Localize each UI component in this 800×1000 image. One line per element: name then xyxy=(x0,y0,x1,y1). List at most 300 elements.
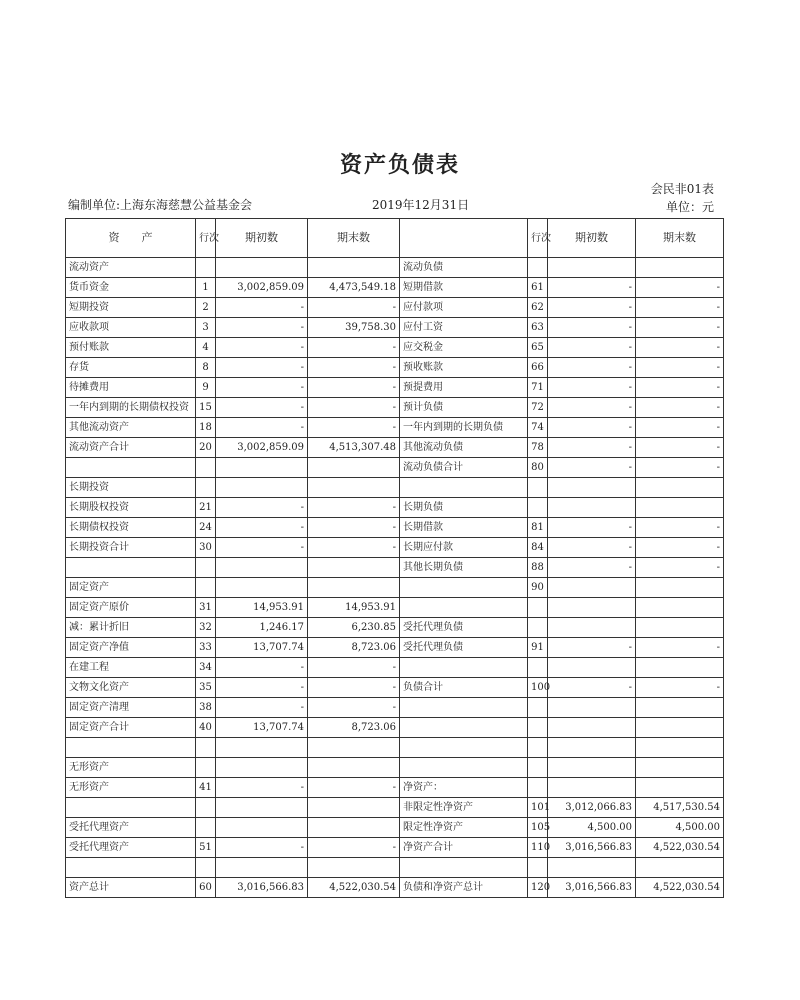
table-row xyxy=(66,338,724,358)
liab-name: 限定性净资产 xyxy=(400,818,528,838)
table-row xyxy=(66,418,724,438)
table-row xyxy=(66,598,724,618)
liab-begin xyxy=(548,258,636,278)
asset-row-no: 32 xyxy=(196,618,216,638)
liab-row-no: 80 xyxy=(528,458,548,478)
table-row xyxy=(66,718,724,738)
asset-name: 固定资产净值 xyxy=(66,638,196,658)
liab-end: - xyxy=(636,398,724,418)
asset-end: 8,723.06 xyxy=(308,718,400,738)
liab-end xyxy=(636,758,724,778)
table-row xyxy=(66,698,724,718)
liab-row-no: 120 xyxy=(528,878,548,898)
asset-end: - xyxy=(308,418,400,438)
liab-end: 4,500.00 xyxy=(636,818,724,838)
asset-end: 39,758.30 xyxy=(308,318,400,338)
asset-name: 文物文化资产 xyxy=(66,678,196,698)
table-row xyxy=(66,438,724,458)
org-label: 编制单位:上海东海慈慧公益基金会 xyxy=(68,198,253,212)
liab-row-no: 84 xyxy=(528,538,548,558)
asset-row-no: 35 xyxy=(196,678,216,698)
asset-row-no: 18 xyxy=(196,418,216,438)
asset-name: 预付账款 xyxy=(66,338,196,358)
liab-begin: - xyxy=(548,318,636,338)
liab-name: 流动负债合计 xyxy=(400,458,528,478)
asset-name: 固定资产清理 xyxy=(66,698,196,718)
asset-end xyxy=(308,738,400,758)
asset-name: 资产总计 xyxy=(66,878,196,898)
table-row xyxy=(66,458,724,478)
liab-name: 受托代理负债 xyxy=(400,638,528,658)
asset-end: - xyxy=(308,658,400,678)
liab-name xyxy=(400,718,528,738)
liab-name: 短期借款 xyxy=(400,278,528,298)
asset-begin: - xyxy=(216,298,308,318)
asset-end: 4,522,030.54 xyxy=(308,878,400,898)
liab-row-no xyxy=(528,858,548,878)
liab-row-no: 74 xyxy=(528,418,548,438)
liab-begin: - xyxy=(548,538,636,558)
liab-row-no: 91 xyxy=(528,638,548,658)
liab-end: - xyxy=(636,558,724,578)
asset-name: 长期债权投资 xyxy=(66,518,196,538)
liab-end xyxy=(636,858,724,878)
asset-end: 8,723.06 xyxy=(308,638,400,658)
report-date: 2019年12月31日 xyxy=(372,198,470,212)
liab-name: 净资产： xyxy=(400,778,528,798)
liab-end xyxy=(636,478,724,498)
liab-end: - xyxy=(636,518,724,538)
asset-begin: - xyxy=(216,698,308,718)
liab-begin xyxy=(548,738,636,758)
liab-begin: - xyxy=(548,558,636,578)
asset-begin: 3,002,859.09 xyxy=(216,438,308,458)
liab-row-no: 71 xyxy=(528,378,548,398)
asset-begin xyxy=(216,798,308,818)
asset-end: - xyxy=(308,378,400,398)
asset-row-no: 2 xyxy=(196,298,216,318)
liab-end: - xyxy=(636,278,724,298)
table-header-row xyxy=(66,219,724,258)
asset-end: - xyxy=(308,398,400,418)
liab-end xyxy=(636,778,724,798)
asset-begin: - xyxy=(216,838,308,858)
liab-row-no: 100 xyxy=(528,678,548,698)
liab-name xyxy=(400,758,528,778)
liab-begin xyxy=(548,598,636,618)
asset-begin: - xyxy=(216,678,308,698)
table-row xyxy=(66,578,724,598)
table-row xyxy=(66,778,724,798)
liab-end xyxy=(636,698,724,718)
asset-row-no xyxy=(196,478,216,498)
table-row xyxy=(66,618,724,638)
asset-name: 流动资产合计 xyxy=(66,438,196,458)
table-row xyxy=(66,518,724,538)
liab-row-no: 81 xyxy=(528,518,548,538)
asset-name: 固定资产原价 xyxy=(66,598,196,618)
asset-end: 4,513,307.48 xyxy=(308,438,400,458)
asset-name: 固定资产 xyxy=(66,578,196,598)
asset-begin xyxy=(216,738,308,758)
liab-begin: - xyxy=(548,358,636,378)
table-row xyxy=(66,378,724,398)
liab-name: 长期借款 xyxy=(400,518,528,538)
asset-end: - xyxy=(308,698,400,718)
header-liab xyxy=(400,219,528,258)
asset-row-no xyxy=(196,858,216,878)
liab-end xyxy=(636,578,724,598)
liab-end xyxy=(636,718,724,738)
liab-begin: - xyxy=(548,278,636,298)
liab-name: 预提费用 xyxy=(400,378,528,398)
table-row xyxy=(66,478,724,498)
liab-begin xyxy=(548,498,636,518)
asset-begin xyxy=(216,858,308,878)
asset-name: 长期投资合计 xyxy=(66,538,196,558)
asset-row-no: 9 xyxy=(196,378,216,398)
liab-end: - xyxy=(636,458,724,478)
liab-end xyxy=(636,658,724,678)
asset-row-no: 8 xyxy=(196,358,216,378)
liab-name xyxy=(400,738,528,758)
liab-begin xyxy=(548,858,636,878)
liab-begin: - xyxy=(548,438,636,458)
header-asset: 资 产 xyxy=(66,219,196,258)
liab-begin: - xyxy=(548,418,636,438)
asset-end xyxy=(308,818,400,838)
asset-end: - xyxy=(308,838,400,858)
liab-begin: - xyxy=(548,678,636,698)
liab-end: - xyxy=(636,438,724,458)
table-row xyxy=(66,878,724,898)
liab-begin xyxy=(548,478,636,498)
asset-name xyxy=(66,458,196,478)
asset-end: - xyxy=(308,778,400,798)
liab-name: 应付款项 xyxy=(400,298,528,318)
asset-begin: - xyxy=(216,318,308,338)
asset-name: 待摊费用 xyxy=(66,378,196,398)
asset-name: 受托代理资产 xyxy=(66,818,196,838)
liab-row-no: 101 xyxy=(528,798,548,818)
liab-end: - xyxy=(636,338,724,358)
liab-name xyxy=(400,578,528,598)
asset-row-no: 34 xyxy=(196,658,216,678)
asset-begin: - xyxy=(216,398,308,418)
asset-end: - xyxy=(308,538,400,558)
asset-end xyxy=(308,578,400,598)
asset-row-no: 41 xyxy=(196,778,216,798)
asset-begin: 13,707.74 xyxy=(216,718,308,738)
liab-begin xyxy=(548,658,636,678)
asset-begin: - xyxy=(216,498,308,518)
liab-begin xyxy=(548,578,636,598)
liab-row-no: 105 xyxy=(528,818,548,838)
table-row xyxy=(66,658,724,678)
table-row xyxy=(66,798,724,818)
liab-name: 其他长期负债 xyxy=(400,558,528,578)
table-row xyxy=(66,278,724,298)
liab-end: - xyxy=(636,378,724,398)
liab-end: - xyxy=(636,638,724,658)
liab-row-no: 88 xyxy=(528,558,548,578)
liab-end: 4,522,030.54 xyxy=(636,878,724,898)
liab-end xyxy=(636,498,724,518)
table-row xyxy=(66,358,724,378)
unit-label: 单位：元 xyxy=(665,200,714,214)
header-end-2: 期末数 xyxy=(636,219,724,258)
asset-name: 固定资产合计 xyxy=(66,718,196,738)
table-row xyxy=(66,818,724,838)
asset-name: 无形资产 xyxy=(66,758,196,778)
liab-name: 其他流动负债 xyxy=(400,438,528,458)
asset-name: 长期投资 xyxy=(66,478,196,498)
asset-row-no: 30 xyxy=(196,538,216,558)
asset-begin: - xyxy=(216,778,308,798)
asset-begin xyxy=(216,478,308,498)
liab-begin: - xyxy=(548,638,636,658)
liab-name xyxy=(400,698,528,718)
asset-end xyxy=(308,858,400,878)
asset-name: 存货 xyxy=(66,358,196,378)
table-row xyxy=(66,258,724,278)
liab-row-no xyxy=(528,698,548,718)
asset-row-no: 33 xyxy=(196,638,216,658)
asset-end xyxy=(308,458,400,478)
table-row xyxy=(66,638,724,658)
asset-begin xyxy=(216,818,308,838)
header-end: 期末数 xyxy=(308,219,400,258)
asset-name: 一年内到期的长期债权投资 xyxy=(66,398,196,418)
asset-name: 其他流动资产 xyxy=(66,418,196,438)
asset-row-no: 4 xyxy=(196,338,216,358)
liab-row-no xyxy=(528,718,548,738)
asset-end: - xyxy=(308,678,400,698)
asset-name: 短期投资 xyxy=(66,298,196,318)
header-row-no: 行次 xyxy=(196,219,216,258)
table-row xyxy=(66,738,724,758)
asset-row-no xyxy=(196,818,216,838)
liab-name: 长期负债 xyxy=(400,498,528,518)
asset-name: 货币资金 xyxy=(66,278,196,298)
asset-end: - xyxy=(308,358,400,378)
asset-begin: - xyxy=(216,518,308,538)
liab-end xyxy=(636,258,724,278)
asset-row-no: 51 xyxy=(196,838,216,858)
asset-end xyxy=(308,258,400,278)
asset-begin: 1,246.17 xyxy=(216,618,308,638)
liab-row-no: 72 xyxy=(528,398,548,418)
asset-end: - xyxy=(308,498,400,518)
liab-end xyxy=(636,618,724,638)
asset-end: 4,473,549.18 xyxy=(308,278,400,298)
asset-begin xyxy=(216,558,308,578)
asset-row-no: 24 xyxy=(196,518,216,538)
liab-row-no xyxy=(528,658,548,678)
balance-sheet-table xyxy=(65,218,724,898)
asset-name: 减：累计折旧 xyxy=(66,618,196,638)
liab-name: 受托代理负债 xyxy=(400,618,528,638)
asset-name: 流动资产 xyxy=(66,258,196,278)
liab-name: 一年内到期的长期负债 xyxy=(400,418,528,438)
asset-begin: 3,002,859.09 xyxy=(216,278,308,298)
asset-begin: - xyxy=(216,538,308,558)
asset-name: 应收款项 xyxy=(66,318,196,338)
liab-name: 净资产合计 xyxy=(400,838,528,858)
liab-row-no: 66 xyxy=(528,358,548,378)
asset-begin: - xyxy=(216,418,308,438)
liab-row-no xyxy=(528,478,548,498)
asset-begin: 13,707.74 xyxy=(216,638,308,658)
liab-name xyxy=(400,658,528,678)
table-row xyxy=(66,298,724,318)
liab-end: - xyxy=(636,418,724,438)
asset-end xyxy=(308,558,400,578)
liab-begin: - xyxy=(548,298,636,318)
table-row xyxy=(66,538,724,558)
liab-row-no xyxy=(528,258,548,278)
asset-row-no xyxy=(196,758,216,778)
liab-row-no: 90 xyxy=(528,578,548,598)
asset-begin: 3,016,566.83 xyxy=(216,878,308,898)
asset-name xyxy=(66,738,196,758)
liab-end: 4,517,530.54 xyxy=(636,798,724,818)
asset-row-no xyxy=(196,558,216,578)
liab-end: - xyxy=(636,298,724,318)
liab-end: 4,522,030.54 xyxy=(636,838,724,858)
liab-begin: - xyxy=(548,458,636,478)
liab-name: 负债合计 xyxy=(400,678,528,698)
table-row xyxy=(66,858,724,878)
asset-begin: - xyxy=(216,358,308,378)
liab-end: - xyxy=(636,318,724,338)
asset-name xyxy=(66,558,196,578)
asset-name: 在建工程 xyxy=(66,658,196,678)
liab-row-no: 65 xyxy=(528,338,548,358)
asset-begin: - xyxy=(216,658,308,678)
table-row xyxy=(66,558,724,578)
liab-name: 预收账款 xyxy=(400,358,528,378)
table-row xyxy=(66,498,724,518)
asset-name: 长期股权投资 xyxy=(66,498,196,518)
liab-begin: 3,016,566.83 xyxy=(548,838,636,858)
liab-name: 预计负债 xyxy=(400,398,528,418)
asset-begin xyxy=(216,578,308,598)
liab-name: 应付工资 xyxy=(400,318,528,338)
header-begin: 期初数 xyxy=(216,219,308,258)
liab-name: 流动负债 xyxy=(400,258,528,278)
liab-name: 应交税金 xyxy=(400,338,528,358)
asset-begin xyxy=(216,758,308,778)
asset-row-no: 31 xyxy=(196,598,216,618)
liab-begin: - xyxy=(548,518,636,538)
form-code: 会民非01表 xyxy=(650,182,714,196)
asset-end: 6,230.85 xyxy=(308,618,400,638)
liab-row-no xyxy=(528,758,548,778)
liab-name xyxy=(400,858,528,878)
liab-row-no xyxy=(528,778,548,798)
asset-name xyxy=(66,798,196,818)
asset-end: - xyxy=(308,298,400,318)
liab-row-no xyxy=(528,738,548,758)
asset-row-no: 20 xyxy=(196,438,216,458)
table-row xyxy=(66,838,724,858)
liab-begin xyxy=(548,698,636,718)
asset-row-no xyxy=(196,798,216,818)
liab-begin xyxy=(548,778,636,798)
liab-row-no: 63 xyxy=(528,318,548,338)
asset-row-no: 38 xyxy=(196,698,216,718)
asset-begin xyxy=(216,258,308,278)
liab-row-no xyxy=(528,498,548,518)
asset-row-no xyxy=(196,458,216,478)
liab-begin xyxy=(548,618,636,638)
asset-row-no: 21 xyxy=(196,498,216,518)
liab-row-no xyxy=(528,598,548,618)
liab-name: 非限定性净资产 xyxy=(400,798,528,818)
asset-begin xyxy=(216,458,308,478)
asset-end: - xyxy=(308,338,400,358)
liab-begin: - xyxy=(548,398,636,418)
liab-row-no: 78 xyxy=(528,438,548,458)
header-begin-2: 期初数 xyxy=(548,219,636,258)
asset-begin: - xyxy=(216,338,308,358)
asset-row-no: 3 xyxy=(196,318,216,338)
table-row xyxy=(66,398,724,418)
asset-end: 14,953.91 xyxy=(308,598,400,618)
liab-name xyxy=(400,598,528,618)
asset-end xyxy=(308,798,400,818)
asset-row-no xyxy=(196,258,216,278)
page-title: 资产负债表 xyxy=(339,152,460,178)
asset-name xyxy=(66,858,196,878)
asset-end: - xyxy=(308,518,400,538)
liab-begin: 3,016,566.83 xyxy=(548,878,636,898)
liab-name xyxy=(400,478,528,498)
asset-row-no xyxy=(196,578,216,598)
liab-row-no: 61 xyxy=(528,278,548,298)
liab-end: - xyxy=(636,538,724,558)
liab-begin xyxy=(548,758,636,778)
liab-begin: - xyxy=(548,378,636,398)
liab-begin: 4,500.00 xyxy=(548,818,636,838)
asset-row-no xyxy=(196,738,216,758)
liab-end: - xyxy=(636,678,724,698)
asset-row-no: 60 xyxy=(196,878,216,898)
liab-end xyxy=(636,738,724,758)
header-row-no-2: 行次 xyxy=(528,219,548,258)
asset-row-no: 15 xyxy=(196,398,216,418)
liab-row-no xyxy=(528,618,548,638)
liab-row-no: 110 xyxy=(528,838,548,858)
liab-begin: 3,012,066.83 xyxy=(548,798,636,818)
table-row xyxy=(66,678,724,698)
liab-begin xyxy=(548,718,636,738)
asset-name: 无形资产 xyxy=(66,778,196,798)
asset-row-no: 40 xyxy=(196,718,216,738)
liab-row-no: 62 xyxy=(528,298,548,318)
asset-end xyxy=(308,478,400,498)
asset-row-no: 1 xyxy=(196,278,216,298)
table-row xyxy=(66,318,724,338)
liab-name: 长期应付款 xyxy=(400,538,528,558)
liab-name: 负债和净资产总计 xyxy=(400,878,528,898)
asset-end xyxy=(308,758,400,778)
table-row xyxy=(66,758,724,778)
liab-begin: - xyxy=(548,338,636,358)
liab-end: - xyxy=(636,358,724,378)
asset-begin: - xyxy=(216,378,308,398)
